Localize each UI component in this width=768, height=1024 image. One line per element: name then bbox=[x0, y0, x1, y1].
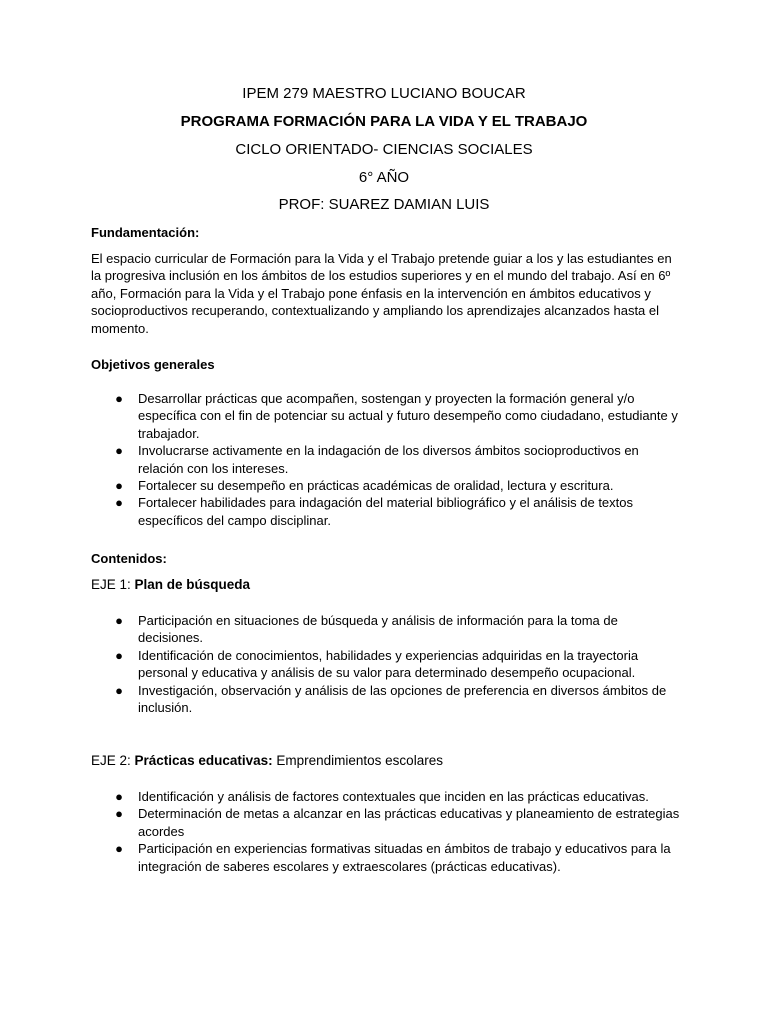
list-item bbox=[91, 442, 681, 477]
list-item bbox=[91, 840, 681, 875]
bullet-icon: ● bbox=[115, 391, 123, 406]
eje1-prefix: EJE 1: bbox=[91, 577, 135, 592]
eje1-list bbox=[91, 612, 681, 716]
objetivos-list bbox=[91, 390, 681, 529]
school-name: IPEM 279 MAESTRO LUCIANO BOUCAR bbox=[242, 85, 526, 102]
list-item bbox=[91, 805, 681, 840]
objetivos-heading: Objetivos generales bbox=[91, 357, 215, 372]
list-item-text: Fortalecer su desempeño en prácticas académicas de oralidad, lectura y escritura. bbox=[138, 478, 614, 494]
program-title: PROGRAMA FORMACIÓN PARA LA VIDA Y EL TRABAJO bbox=[180, 113, 588, 130]
fundamentacion-heading: Fundamentación: bbox=[91, 225, 200, 240]
bullet-icon: ● bbox=[115, 806, 123, 822]
bullet-icon: ● bbox=[115, 841, 123, 857]
list-item bbox=[91, 612, 681, 647]
bullet-icon: ● bbox=[115, 647, 123, 663]
eje1-title bbox=[91, 576, 250, 593]
bullet-icon: ● bbox=[115, 478, 123, 494]
eje2-subtitle: Emprendimientos escolares bbox=[272, 753, 443, 768]
fundamentacion-text: El espacio curricular de Formación para la Vida y el Trabajo pretende guiar a los y las estudiantes en la progresiva inclusión en los ámbitos de los estudios superiores y en el mundo del trabajo. Así en 6º año, Formación para la Vida y el Trabajo pone énfasis en la intervención en ámbitos educativos y socioproductivos recuperando, contextualizando y ampliando los aprendizajes alcanzados hasta el momento. bbox=[91, 251, 672, 336]
eje2-title bbox=[91, 752, 443, 769]
contenidos-heading: Contenidos: bbox=[91, 551, 167, 566]
bullet-icon: ● bbox=[115, 495, 123, 511]
list-item-text: Fortalecer habilidades para indagación del material bibliográfico y el análisis de textos específicos del campo disciplinar. bbox=[138, 495, 634, 528]
list-item-text: Desarrollar prácticas que acompañen, sostengan y proyecten la formación general y/o específica con el fin de potenciar su actual y futuro desempeño como ciudadano, estudiante y trabajador. bbox=[138, 391, 678, 441]
eje2-name: Prácticas educativas: bbox=[134, 753, 273, 768]
list-item-text: Participación en situaciones de búsqueda y análisis de información para la toma de decisiones. bbox=[138, 613, 618, 646]
eje1-name: Plan de búsqueda bbox=[134, 577, 251, 592]
bullet-icon: ● bbox=[115, 682, 123, 698]
list-item bbox=[91, 390, 681, 442]
list-item-text: Identificación y análisis de factores contextuales que inciden en las prácticas educativas. bbox=[138, 789, 649, 804]
list-item-text: Determinación de metas a alcanzar en las prácticas educativas y planeamiento de estrategias acordes bbox=[138, 806, 680, 839]
list-item bbox=[91, 788, 681, 805]
list-item-text: Identificación de conocimientos, habilidades y experiencias adquiridas en la trayectoria personal y educativa y análisis de su valor para determinado desempeño ocupacional. bbox=[138, 647, 639, 681]
list-item-text: Investigación, observación y análisis de las opciones de preferencia en diversos ámbitos de inclusión. bbox=[138, 682, 667, 716]
list-item bbox=[91, 477, 681, 494]
eje2-list bbox=[91, 788, 681, 875]
bullet-icon: ● bbox=[115, 443, 123, 459]
list-item-text: Involucrarse activamente en la indagación de los diversos ámbitos socioproductivos en relación con los intereses. bbox=[138, 443, 639, 476]
list-item bbox=[91, 494, 681, 529]
eje2-prefix: EJE 2: bbox=[91, 753, 135, 768]
list-item bbox=[91, 647, 681, 682]
list-item bbox=[91, 682, 681, 717]
year-title: 6° AÑO bbox=[358, 169, 410, 186]
professor-name: PROF: SUAREZ DAMIAN LUIS bbox=[278, 196, 490, 213]
cycle-title: CICLO ORIENTADO- CIENCIAS SOCIALES bbox=[235, 141, 533, 158]
bullet-icon: ● bbox=[115, 789, 123, 804]
bullet-icon: ● bbox=[115, 613, 123, 628]
list-item-text: Participación en experiencias formativas situadas en ámbitos de trabajo y educativos para la integración de saberes escolares y extraescolares (prácticas educativas). bbox=[138, 841, 671, 874]
